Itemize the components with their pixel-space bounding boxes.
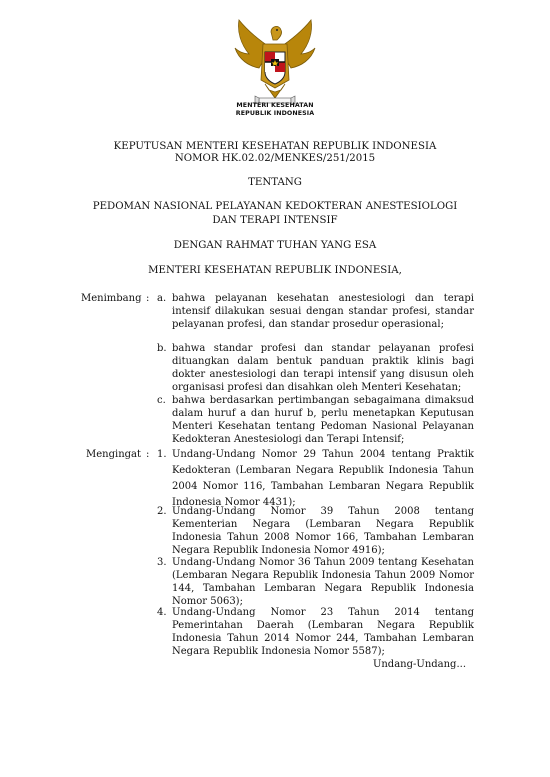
menimbang-item-c: bahwa berdasarkan pertimbangan sebagaimana dimaksud dalam huruf a dan huruf b, perlu menetapkan Keputusan Menteri Kesehatan tentang Pedoman Nasional Pelayanan Kedokteran Anestesiologi dan Terapi Intensif; xyxy=(172,395,474,445)
menimbang-item-b: bahwa standar profesi dan standar pelayanan profesi dituangkan dalam bentuk panduan praktik klinis bagi dokter anestesiologi dan terapi intensif yang disusun oleh organisasi profesi dan disahkan oleh Menteri Kesehatan; xyxy=(172,343,474,393)
item-marker: 4. xyxy=(157,607,167,618)
mengingat-label: Mengingat xyxy=(86,449,142,460)
garuda-emblem-icon xyxy=(225,18,325,110)
menimbang-label: Menimbang xyxy=(81,293,142,304)
rahmat-line: DENGAN RAHMAT TUHAN YANG ESA xyxy=(173,240,377,251)
emblem-caption-line: REPUBLIK INDONESIA xyxy=(235,110,315,117)
item-marker: 2. xyxy=(157,506,167,517)
menimbang-item-a: bahwa pelayanan kesehatan anestesiologi dan terapi intensif dilakukan sesuai dengan standar profesi, standar pelayanan profesi, dan standar prosedur operasional; xyxy=(172,293,474,330)
minister-line: MENTERI KESEHATAN REPUBLIK INDONESIA, xyxy=(148,265,402,276)
item-marker: b. xyxy=(157,343,167,354)
emblem-caption-line: MENTERI KESEHATAN xyxy=(236,102,314,109)
item-marker: 3. xyxy=(157,557,167,568)
item-marker: c. xyxy=(157,395,166,406)
subject-line-1: PEDOMAN NASIONAL PELAYANAN KEDOKTERAN ANESTESIOLOGI xyxy=(92,201,458,212)
menimbang-colon: : xyxy=(146,293,150,304)
emblem-caption xyxy=(232,102,318,118)
decree-number: NOMOR HK.02.02/MENKES/251/2015 xyxy=(174,153,376,164)
mengingat-item-3: Undang-Undang Nomor 36 Tahun 2009 tentang Kesehatan (Lembaran Negara Republik Indonesia Tahun 2009 Nomor 144, Tambahan Lembaran Negara Republik Indonesia Nomor 5063); xyxy=(172,557,474,607)
mengingat-item-1: Undang-Undang Nomor 29 Tahun 2004 tentang Praktik Kedokteran (Lembaran Negara Republik Indonesia Tahun 2004 Nomor 116, Tambahan Lembaran Negara Republik Indonesia Nomor 4431); xyxy=(172,449,474,508)
subject-line-2: DAN TERAPI INTENSIF xyxy=(212,215,338,226)
item-marker: a. xyxy=(157,293,167,304)
tentang-heading: TENTANG xyxy=(248,177,302,188)
item-marker: 1. xyxy=(157,449,167,460)
mengingat-item-4: Undang-Undang Nomor 23 Tahun 2014 tentang Pemerintahan Daerah (Lembaran Negara Republik Indonesia Tahun 2014 Nomor 244, Tambahan Lembaran Negara Republik Indonesia Nomor 5587); xyxy=(172,607,474,657)
mengingat-colon: : xyxy=(146,449,150,460)
mengingat-item-2: Undang-Undang Nomor 39 Tahun 2008 tentang Kementerian Negara (Lembaran Negara Republik Indonesia Tahun 2008 Nomor 166, Tambahan Lembaran Negara Republik Indonesia Nomor 4916); xyxy=(172,506,474,556)
decree-title: KEPUTUSAN MENTERI KESEHATAN REPUBLIK INDONESIA xyxy=(113,141,437,152)
continuation-note: Undang-Undang... xyxy=(372,659,466,670)
